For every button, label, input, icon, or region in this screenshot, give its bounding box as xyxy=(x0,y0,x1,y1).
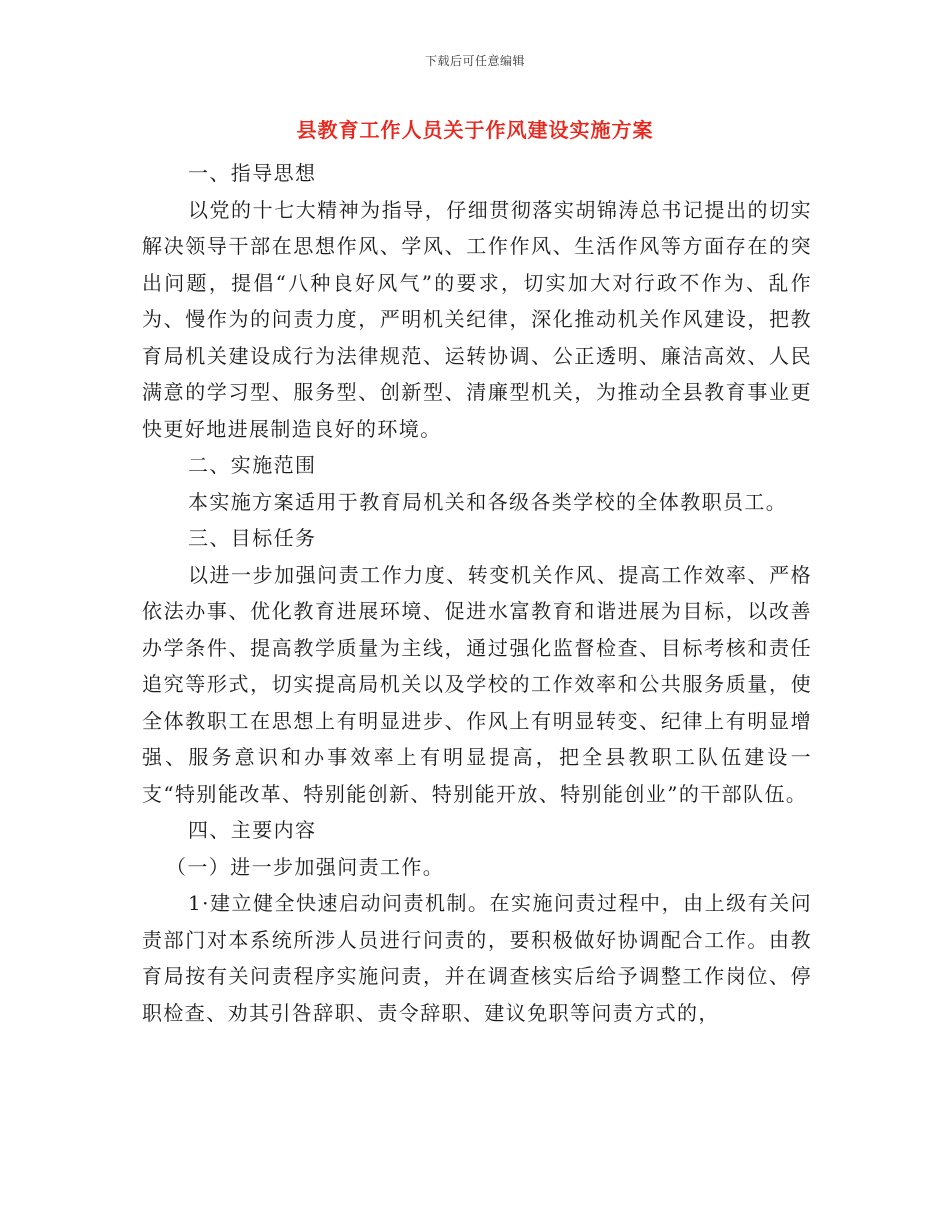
section-heading-goals: 三、目标任务 xyxy=(188,526,317,550)
paragraph-guiding-thought: 以党的十七大精神为指导，仔细贯彻落实胡锦涛总书记提出的切实解决领导干部在思想作风、学风、工作作风、生活作风等方面存在的突出问题，提倡“八种良好风气”的要求，切实加大对行政不作为、乱作为、慢作为的问责力度，严明机关纪律，深化推动机关作风建设，把教育局机关建设成行为法律规范、运转协调、公正透明、廉洁高效、人民满意的学习型、服务型、创新型、清廉型机关，为推动全县教育事业更快更好地进展制造良好的环境。 xyxy=(142,197,812,441)
paragraph-scope: 本实施方案适用于教育局机关和各级各类学校的全体教职员工。 xyxy=(188,489,788,514)
subheading-accountability: （一）进一步加强问责工作。 xyxy=(166,854,445,879)
section-heading-guiding-thought: 一、指导思想 xyxy=(188,161,317,185)
section-heading-scope: 二、实施范围 xyxy=(188,453,317,477)
header-note: 下载后可任意编辑 xyxy=(424,54,525,68)
document-body xyxy=(142,155,812,1031)
section-heading-main-content: 四、主要内容 xyxy=(188,818,317,842)
document-title: 县教育工作人员关于作风建设实施方案 xyxy=(296,118,654,142)
paragraph-accountability-mechanism: 1·建立健全快速启动问责机制。在实施问责过程中，由上级有关问责部门对本系统所涉人员进行问责的，要积极做好协调配合工作。由教育局按有关问责程序实施问责，并在调查核实后给予调整工作岗位、停职检查、劝其引咎辞职、责令辞职、建议免职等问责方式的， xyxy=(142,891,812,1025)
paragraph-goals: 以进一步加强问责工作力度、转变机关作风、提高工作效率、严格依法办事、优化教育进展环境、促进水富教育和谐进展为目标，以改善办学条件、提高教学质量为主线，通过强化监督检查、目标考核和责任追究等形式，切实提高局机关以及学校的工作效率和公共服务质量，使全体教职工在思想上有明显进步、作风上有明显转变、纪律上有明显增强、服务意识和办事效率上有明显提高，把全县教职工队伍建设一支“特别能改革、特别能创新、特别能开放、特别能创业”的干部队伍。 xyxy=(142,562,812,806)
